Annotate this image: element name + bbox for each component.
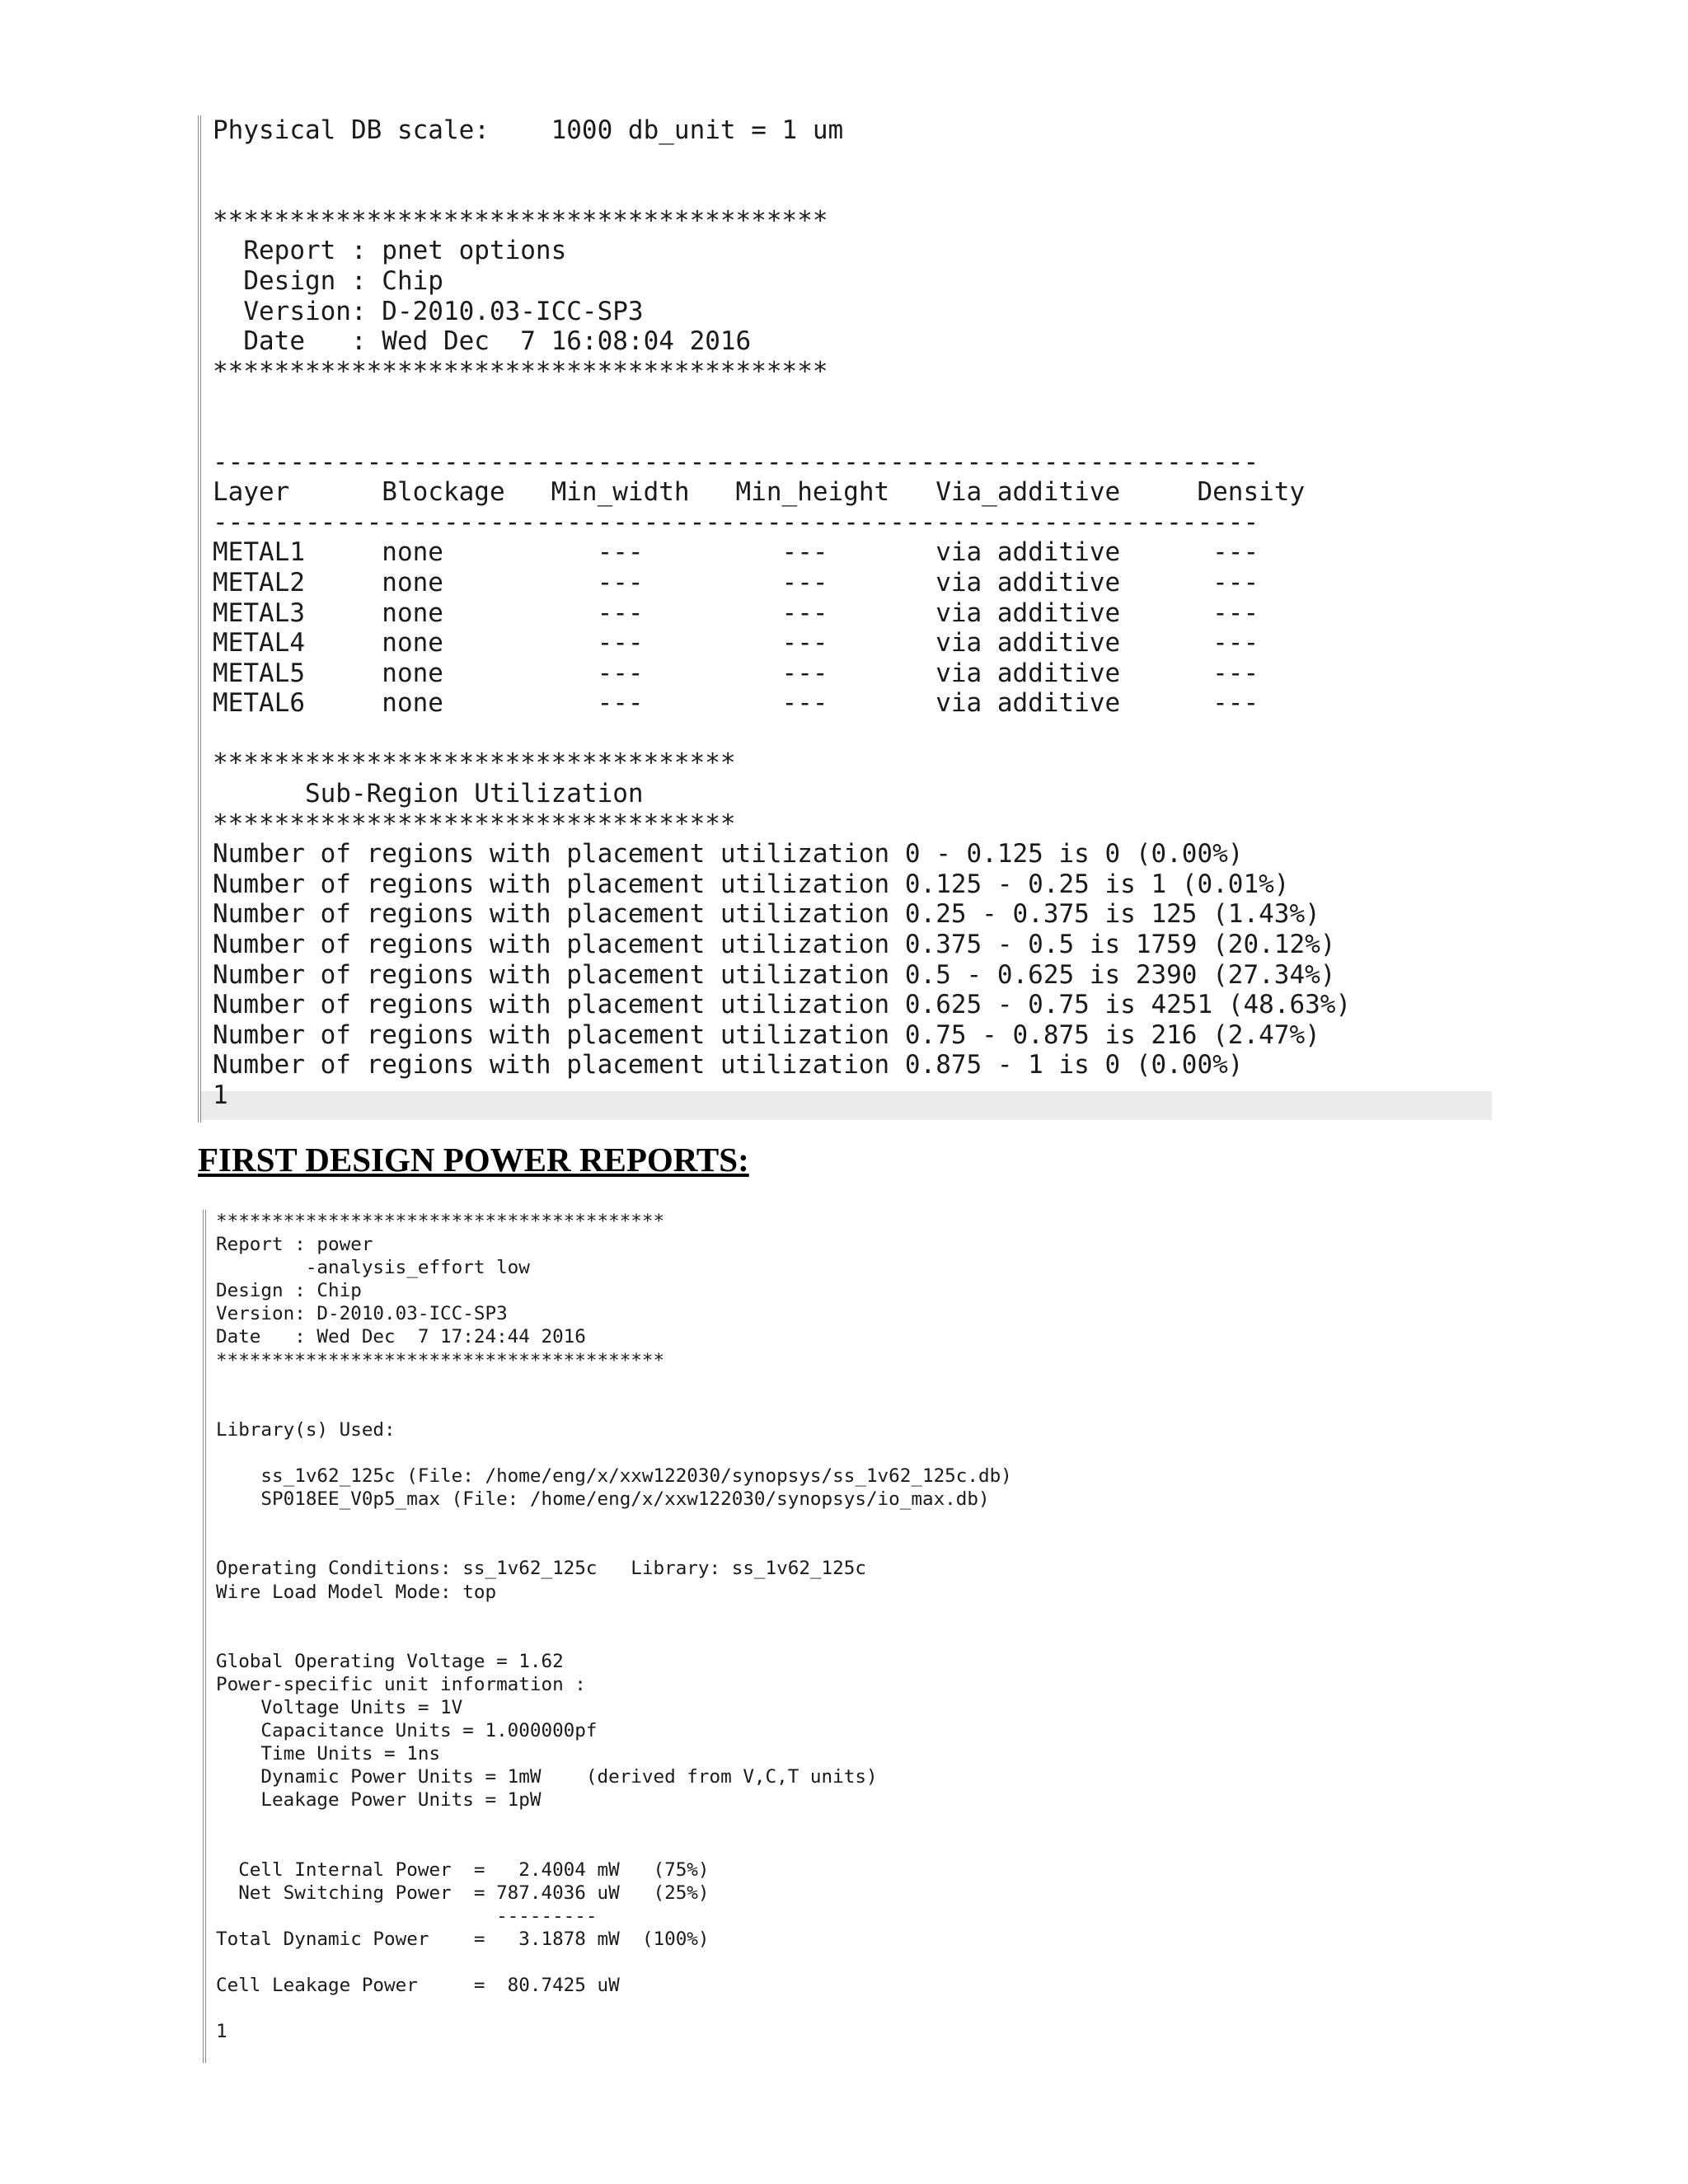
report-line: Version: D-2010.03-ICC-SP3 — [216, 1303, 508, 1325]
report-line — [216, 1511, 1012, 1534]
section-heading: FIRST DESIGN POWER REPORTS: — [198, 1141, 749, 1179]
report-line — [213, 417, 1351, 448]
report-line: Layer Blockage Min_width Min_height Via_additive Density — [213, 477, 1306, 508]
report-line: Cell Internal Power = 2.4004 mW (75%) — [216, 1858, 710, 1881]
report-line — [216, 1811, 1012, 1835]
report-line: Cell Leakage Power = 80.7425 uW — [216, 1975, 620, 1997]
power-report-screenshot — [203, 1210, 1068, 2063]
report-line: Net Switching Power = 787.4036 uW (25%) — [216, 1882, 710, 1904]
report-line: Global Operating Voltage = 1.62 — [216, 1650, 564, 1672]
report-line — [216, 1951, 1012, 1974]
report-line: Voltage Units = 1V — [216, 1696, 463, 1718]
report-line: **************************************** — [216, 1211, 665, 1232]
report-line: METAL2 none --- --- via additive --- — [213, 567, 1259, 598]
pnet-options-screenshot — [198, 115, 1492, 1122]
report-line: ********************************** — [213, 748, 736, 779]
report-line — [213, 176, 1351, 206]
report-line: Total Dynamic Power = 3.1878 mW (100%) — [216, 1928, 710, 1950]
report-line — [213, 387, 1351, 417]
report-line: -------------------------------------------------------------------- — [213, 447, 1259, 477]
report-line: -analysis_effort low — [216, 1257, 530, 1279]
report-line: Report : power — [216, 1234, 373, 1256]
report-line — [216, 1395, 1012, 1418]
report-line — [216, 1372, 1012, 1395]
report-line: ss_1v62_125c (File: /home/eng/x/xxw122030/synopsys/ss_1v62_125c.db) — [216, 1465, 1012, 1488]
report-line: METAL5 none --- --- via additive --- — [213, 658, 1259, 688]
report-line: Version: D-2010.03-ICC-SP3 — [213, 296, 644, 326]
report-line: Number of regions with placement utilization 0 - 0.125 is 0 (0.00%) — [213, 839, 1244, 869]
report-line: **************************************** — [213, 356, 828, 387]
report-line: Capacitance Units = 1.000000pf — [216, 1720, 598, 1742]
report-line: Design : Chip — [216, 1280, 362, 1302]
pnet-options-report — [213, 115, 1351, 1111]
report-line: Library(s) Used: — [216, 1418, 396, 1441]
report-line: Design : Chip — [213, 265, 443, 296]
report-line: --------- — [216, 1905, 598, 1927]
report-line: Number of regions with placement utilization 0.125 - 0.25 is 1 (0.01%) — [213, 869, 1290, 899]
report-line: Number of regions with placement utilization 0.75 - 0.875 is 216 (2.47%) — [213, 1019, 1320, 1050]
report-line: Physical DB scale: 1000 db_unit = 1 um — [213, 115, 844, 145]
report-line — [216, 1627, 1012, 1650]
report-line: Leakage Power Units = 1pW — [216, 1789, 542, 1811]
report-line: 1 — [216, 2021, 227, 2043]
report-line — [216, 1534, 1012, 1557]
report-line: METAL6 none --- --- via additive --- — [213, 688, 1259, 719]
report-line: METAL1 none --- --- via additive --- — [213, 537, 1259, 568]
report-line: SP018EE_V0p5_max (File: /home/eng/x/xxw122030/synopsys/io_max.db) — [216, 1488, 990, 1511]
report-line: Date : Wed Dec 7 17:24:44 2016 — [216, 1326, 586, 1348]
report-line — [213, 719, 1351, 749]
report-line: 1 — [213, 1080, 228, 1110]
report-line: Number of regions with placement utilization 0.875 - 1 is 0 (0.00%) — [213, 1050, 1244, 1080]
power-report — [216, 1210, 1012, 2043]
report-line: Number of regions with placement utilization 0.375 - 0.5 is 1759 (20.12%) — [213, 930, 1336, 960]
report-line: Power-specific unit information : — [216, 1673, 586, 1695]
report-line — [216, 1604, 1012, 1627]
report-line — [216, 1441, 1012, 1465]
report-line — [216, 1835, 1012, 1858]
report-line: Operating Conditions: ss_1v62_125c Library: ss_1v62_125c — [216, 1558, 866, 1580]
report-line: Report : pnet options — [213, 236, 567, 266]
report-line: Number of regions with placement utilization 0.625 - 0.75 is 4251 (48.63%) — [213, 990, 1352, 1020]
report-line: METAL4 none --- --- via additive --- — [213, 628, 1259, 658]
report-line: ********************************** — [213, 808, 736, 839]
report-line: Time Units = 1ns — [216, 1743, 441, 1765]
report-line: **************************************** — [213, 205, 828, 236]
report-line: Number of regions with placement utilization 0.5 - 0.625 is 2390 (27.34%) — [213, 959, 1336, 990]
report-line — [216, 1997, 1012, 2020]
report-line: -------------------------------------------------------------------- — [213, 507, 1259, 537]
report-line: Number of regions with placement utilization 0.25 - 0.375 is 125 (1.43%) — [213, 899, 1320, 930]
report-line: Date : Wed Dec 7 16:08:04 2016 — [213, 326, 752, 357]
report-line: Wire Load Model Mode: top — [216, 1581, 497, 1603]
report-line: **************************************** — [216, 1349, 665, 1371]
report-line: Sub-Region Utilization — [213, 779, 644, 809]
report-line — [213, 146, 1351, 176]
report-line: Dynamic Power Units = 1mW (derived from V,C,T units) — [216, 1766, 878, 1788]
report-line: METAL3 none --- --- via additive --- — [213, 598, 1259, 628]
